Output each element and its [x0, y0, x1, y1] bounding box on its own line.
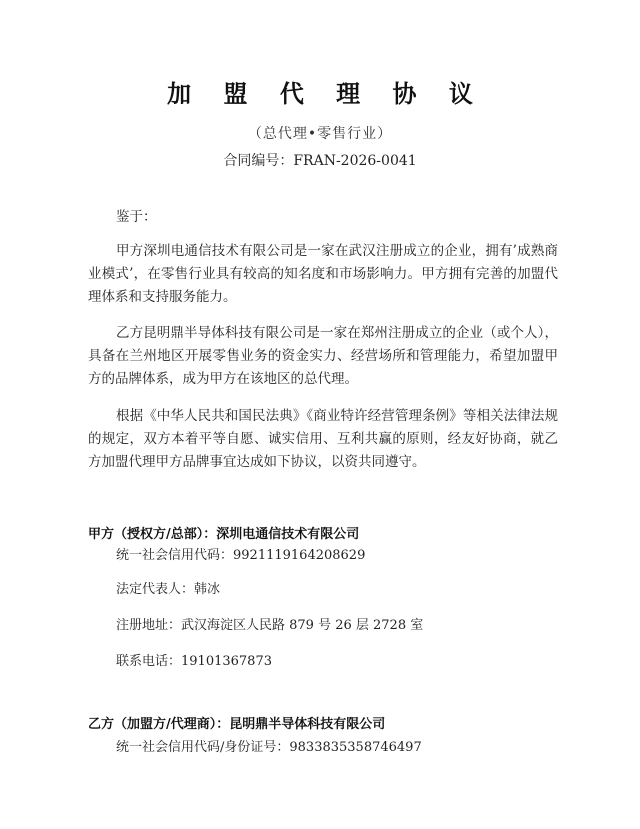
party-a-credit-code: 统一社会信用代码：9921119164208629	[116, 548, 366, 563]
party-b-credit-code: 统一社会信用代码/身份证号：9833835358746497	[116, 740, 422, 755]
party-a-address: 注册地址：武汉海淀区人民路 879 号 26 层 2728 室	[116, 618, 424, 633]
contract-number: 合同编号：FRAN-2026-0041	[223, 153, 417, 169]
recital-paragraph-2	[88, 322, 558, 391]
party-a-phone: 联系电话：19101367873	[116, 654, 272, 669]
recital-paragraph-2-text: 乙方昆明鼎半导体科技有限公司是一家在郑州注册成立的企业（或个人），具备在兰州地区开展零售业务的资金实力、经营场所和管理能力，希望加盟甲方的品牌体系，成为甲方在该地区的总代理。	[88, 325, 558, 387]
recital-paragraph-3-text: 根据《中华人民共和国民法典》《商业特许经营管理条例》等相关法律法规的规定，双方本着平等自愿、诚实信用、互利共赢的原则，经友好协商，就乙方加盟代理甲方品牌事宜达成如下协议，以资共同遵守。	[88, 408, 558, 470]
document-subtitle: （总代理•零售行业）	[247, 126, 393, 142]
recital-paragraph-3	[88, 405, 558, 474]
recitals-intro-text: 鉴于：	[116, 209, 157, 225]
party-a-heading: 甲方（授权方/总部）：深圳电通信技术有限公司	[88, 527, 360, 542]
recitals-intro	[88, 206, 558, 229]
document-title: 加 盟 代 理 协 议	[167, 80, 485, 108]
party-b-heading: 乙方（加盟方/代理商）：昆明鼎半导体科技有限公司	[88, 717, 386, 732]
recital-paragraph-1-text: 甲方深圳电通信技术有限公司是一家在武汉注册成立的企业，拥有’成熟商业模式’，在零售行业具有较高的知名度和市场影响力。甲方拥有完善的加盟代理体系和支持服务能力。	[88, 243, 558, 305]
party-a-legal-rep: 法定代表人：韩冰	[116, 582, 221, 597]
recital-paragraph-1	[88, 240, 558, 309]
